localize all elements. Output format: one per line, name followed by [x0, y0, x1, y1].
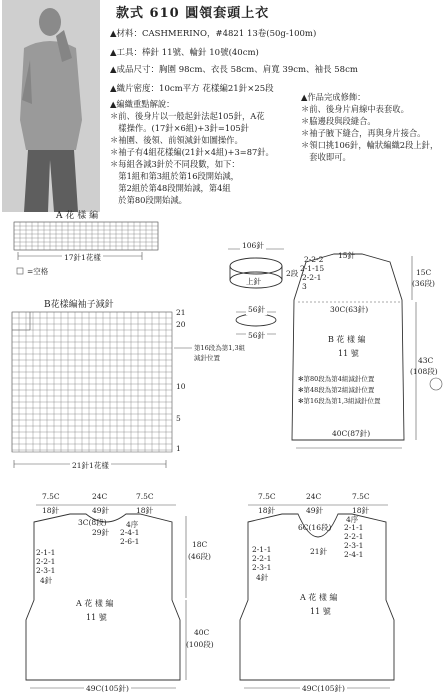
b-row-number: 20: [176, 320, 186, 329]
front-neck-dec-row: 2-2-1: [344, 532, 364, 541]
sleeve-pattern: B 花 樣 編: [328, 335, 366, 344]
spec-gauge: ▲織片密度：10cm平方 花樣編21針×25段: [110, 84, 274, 94]
b-row-number: 10: [176, 382, 186, 391]
sleeve-cap-height: 15C: [416, 268, 432, 277]
sleeve-dec: 2-2-2: [304, 255, 324, 264]
back-arm-dec: 4針: [40, 576, 53, 585]
back-arm-dec: 2-1-1: [36, 548, 56, 557]
sleeve-dec: 2-2-1: [302, 273, 322, 282]
b-pattern-title: B花樣編袖子減針: [44, 300, 114, 310]
front-arm-dec: 2-2-1: [252, 554, 272, 563]
front-neck-dec-row: 2-3-1: [344, 541, 364, 550]
note-line: ▲編織重點解說：: [110, 99, 175, 109]
back-arm-dec: 2-2-1: [36, 557, 56, 566]
sleeve-needle: 11 號: [338, 349, 359, 358]
shoulder-bottom: 56針: [248, 331, 266, 340]
sleeve-length-rows: (108段): [410, 367, 438, 376]
front-shoulder-right-sts: 18針: [352, 506, 370, 515]
front-neck-dec-row: 2-4-1: [344, 550, 364, 559]
note-line: 於第80段開始減。: [110, 195, 187, 205]
front-neck-dec-row: 2-1-1: [344, 523, 364, 532]
b-note-2: 減針位置: [194, 354, 220, 362]
back-shoulder-left: 7.5C: [42, 492, 60, 501]
sleeve-cap-rows: (36段): [412, 279, 435, 288]
note-line: ▲作品完成修飾：: [301, 92, 366, 102]
back-length: 40C: [194, 628, 210, 637]
front-pattern: A 花 樣 編: [300, 593, 338, 602]
back-shoulder-left-sts: 18針: [42, 506, 60, 515]
front-shoulder-right: 7.5C: [352, 492, 370, 501]
back-pattern: A 花 樣 編: [76, 599, 114, 608]
back-shoulder-right: 7.5C: [136, 492, 154, 501]
note-line: 第2組於第48段開始減，第4組: [110, 183, 231, 193]
sleeve-cap-width: 30C(63針): [330, 305, 369, 314]
back-length-rows: (100段): [186, 640, 214, 649]
a-pattern-title: A 花 樣 編: [56, 211, 99, 221]
back-neck-dec: 29針: [92, 528, 110, 537]
back-arm-dec: 2-3-1: [36, 566, 56, 575]
shoulder-top: 56針: [248, 305, 266, 314]
sleeve-length: 43C: [418, 356, 434, 365]
sleeve-note: ✻第16段為第1,3組減針位置: [298, 397, 381, 405]
back-neck-depth: 3C(8段): [78, 518, 107, 527]
note-line: 第1組和第3組於第16段開始減，: [110, 171, 239, 181]
page-title: 款式 610 圓領套頭上衣: [116, 6, 270, 21]
front-arm-dec: 2-1-1: [252, 545, 272, 554]
back-neck-width: 24C: [92, 492, 108, 501]
collar-side: 2段: [286, 269, 299, 278]
front-neck-sts: 49針: [306, 506, 324, 515]
b-pattern-repeat: 21針1花樣: [72, 461, 109, 470]
front-bottom: 49C(105針): [302, 684, 345, 693]
front-neck-depth: 6C(16段): [298, 523, 332, 532]
front-arm-dec: 4針: [256, 573, 269, 582]
b-note-1: 第16段為第1,3組: [194, 344, 246, 352]
spec-tools: ▲工具：棒針 11號、輪針 10號(40cm): [110, 48, 259, 58]
note-line: 樣操作。(17針×6組)+3針=105針: [110, 123, 249, 133]
back-needle: 11 號: [86, 613, 107, 622]
back-neck-dec-row: 2-6-1: [120, 537, 140, 546]
b-row-number: 5: [176, 414, 181, 423]
b-row-number: 21: [176, 308, 186, 317]
a-pattern-legend: =空格: [27, 267, 49, 276]
front-neck-width: 24C: [306, 492, 322, 501]
note-line: ＊每組各減3針於不同段數，如下：: [110, 159, 240, 169]
front-neck-dec-row: 4序: [346, 515, 359, 524]
note-line: ＊脇邊段與段縫合。: [301, 116, 376, 126]
note-line: ＊前、後身片以一般起針法起105針，A花: [110, 111, 265, 121]
note-line: ＊袖子腋下縫合，再與身片接合。: [301, 128, 426, 138]
back-neck-dec-row: 2-4-1: [120, 528, 140, 537]
sleeve-dec: 2-1-15: [300, 264, 325, 273]
sleeve-dec: 3: [302, 282, 307, 291]
front-shoulder-left-sts: 18針: [258, 506, 276, 515]
back-shoulder-right-sts: 18針: [136, 506, 154, 515]
spec-material: ▲材料：CASHMERINO，#4821 13卷(50g-100m): [110, 29, 317, 39]
front-arm-dec: 2-3-1: [252, 563, 272, 572]
front-neck-center: 21針: [310, 547, 328, 556]
collar-label: 上針: [246, 277, 261, 286]
back-armhole-height: 18C: [192, 540, 208, 549]
spec-size: ▲成品尺寸：胸圍 98cm、衣長 58cm、肩寬 39cm、袖長 58cm: [110, 65, 358, 75]
front-shoulder-left: 7.5C: [258, 492, 276, 501]
note-line: ＊前、後身片肩線中表套收。: [301, 104, 409, 114]
back-armhole-rows: (46段): [188, 552, 211, 561]
collar-top: 106針: [242, 241, 264, 250]
sleeve-note: ✻第80段為第4組減針位置: [298, 375, 375, 383]
sleeve-note: ✻第48段為第2組減針位置: [298, 386, 375, 394]
a-pattern-repeat: 17針1花樣: [64, 253, 101, 262]
back-neck-sts: 49針: [92, 506, 110, 515]
back-neck-dec-row: 4序: [126, 520, 139, 529]
b-pattern-chart: [12, 312, 192, 468]
sleeve-bottom: 40C(87針): [332, 429, 371, 438]
note-line: ＊袖子有4組花樣編(21針×4組)+3=87針。: [110, 147, 274, 157]
note-line: ＊袖圍、後領、前領減針如圖操作。: [110, 135, 243, 145]
sleeve-top-sts: 15針: [338, 251, 356, 260]
note-line: ＊領口挑106針，輪狀編織2段上針，: [301, 140, 439, 150]
b-row-number: 1: [176, 444, 181, 453]
back-bottom: 49C(105針): [86, 684, 129, 693]
note-line: 套收即可。: [301, 152, 351, 162]
front-needle: 11 號: [310, 607, 331, 616]
